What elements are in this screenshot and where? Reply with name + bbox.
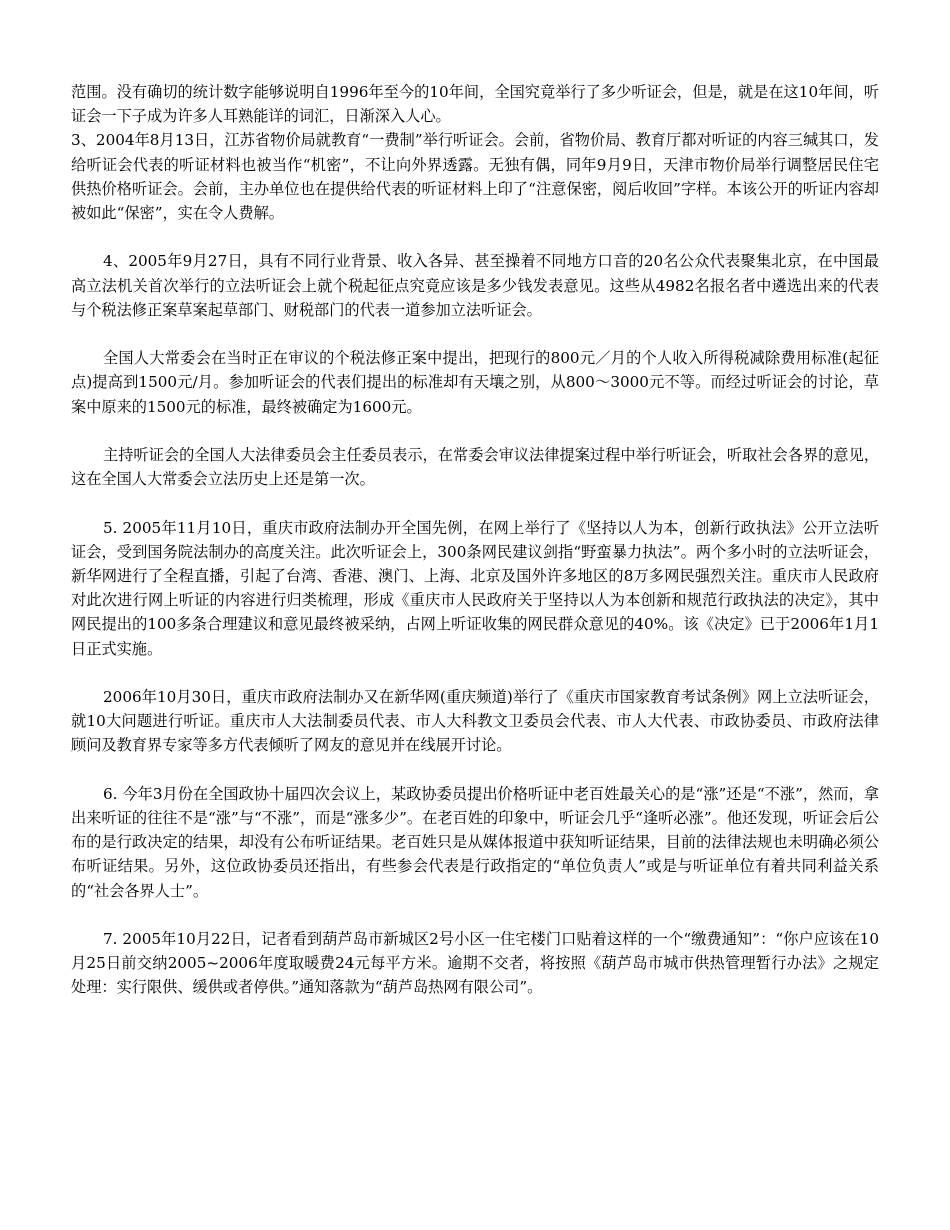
- paragraph-intro-continued: 范围。没有确切的统计数字能够说明自1996年至今的10年间，全国究竟举行了多少听证会，但是，就是在这10年间，听证会一下子成为许多人耳熟能详的词汇，日渐深入人心。: [71, 83, 879, 126]
- paragraph-tax-threshold: 全国人大常委会在当时正在审议的个税法修正案中提出，把现行的800元／月的个人收入所得税减除费用标准(起征点)提高到1500元/月。参加听证会的代表们提出的标准却有天壤之别，从800～3000元不等。而经过听证会的讨论，草案中原来的1500元的标准，最终被确定为1600元。: [71, 349, 879, 416]
- document-page: [71, 80, 879, 1000]
- paragraph-item-5: 5. 2005年11月10日，重庆市政府法制办开全国先例，在网上举行了《坚持以人为本，创新行政执法》公开立法听证会，受到国务院法制办的高度关注。此次听证会上，300条网民建议剑指“野蛮暴力执法”。两个多小时的立法听证会，新华网进行了全程直播，引起了台湾、香港、澳门、上海、北京及国外许多地区的8万多网民强烈关注。重庆市人民政府对此次进行网上听证的内容进行归类梳理，形成《重庆市人民政府关于坚持以人为本创新和规范行政执法的决定》，其中网民提出的100多条合理建议和意见最终被采纳，占网上听证收集的网民群众意见的40%。该《决定》已于2006年1月1日正式实施。: [71, 518, 879, 658]
- paragraph-item-6: 6. 今年3月份在全国政协十届四次会议上，某政协委员提出价格听证中老百姓最关心的是“涨”还是“不涨”，然而，拿出来听证的往往不是“涨”与“不涨”，而是“涨多少”。在老百姓的印象中，听证会几乎“逢听必涨”。他还发现，听证会后公布的是行政决定的结果，却没有公布听证结果。老百姓只是从媒体报道中获知听证结果，目前的法律法规也未明确必须公布听证结果。另外，这位政协委员还指出，有些参会代表是行政指定的“单位负责人”或是与听证单位有着共同利益关系的“社会各界人士”。: [71, 784, 879, 900]
- paragraph-item-4: 4、2005年9月27日，具有不同行业背景、收入各异、甚至操着不同地方口音的20名公众代表聚集北京，在中国最高立法机关首次举行的立法听证会上就个税起征点究竟应该是多少钱发表意见。这些从4982名报名者中遴选出来的代表与个税法修正案草案起草部门、财税部门的代表一道参加立法听证会。: [71, 252, 879, 319]
- paragraph-item-7: 7. 2005年10月22日，记者看到葫芦岛市新城区2号小区一住宅楼门口贴着这样的一个“缴费通知”：“你户应该在10月25日前交纳2005~2006年度取暖费24元每平方米。逾期不交者，将按照《葫芦岛市城市供热管理暂行办法》之规定处理：实行限供、缓供或者停供。”通知落款为“葫芦岛热网有限公司”。: [71, 930, 879, 997]
- paragraph-item-3: 3、2004年8月13日，江苏省物价局就教育“一费制”举行听证会。会前，省物价局、教育厅都对听证的内容三缄其口，发给听证会代表的听证材料也被当作“机密”，不让向外界透露。无独有偶，同年9月9日，天津市物价局举行调整居民住宅供热价格听证会。会前，主办单位也在提供给代表的听证材料上印了“注意保密，阅后收回”字样。本该公开的听证内容却被如此“保密”，实在令人费解。: [71, 131, 879, 223]
- paragraph-committee-chair: 主持听证会的全国人大法律委员会主任委员表示，在常委会审议法律提案过程中举行听证会，听取社会各界的意见，这在全国人大常委会立法历史上还是第一次。: [71, 446, 879, 489]
- paragraph-chongqing-2006: 2006年10月30日，重庆市政府法制办又在新华网(重庆频道)举行了《重庆市国家教育考试条例》网上立法听证会，就10大问题进行听证。重庆市人大法制委员代表、市人大科教文卫委员会代表、市人大代表、市政协委员、市政府法律顾问及教育界专家等多方代表倾听了网友的意见并在线展开讨论。: [71, 688, 879, 755]
